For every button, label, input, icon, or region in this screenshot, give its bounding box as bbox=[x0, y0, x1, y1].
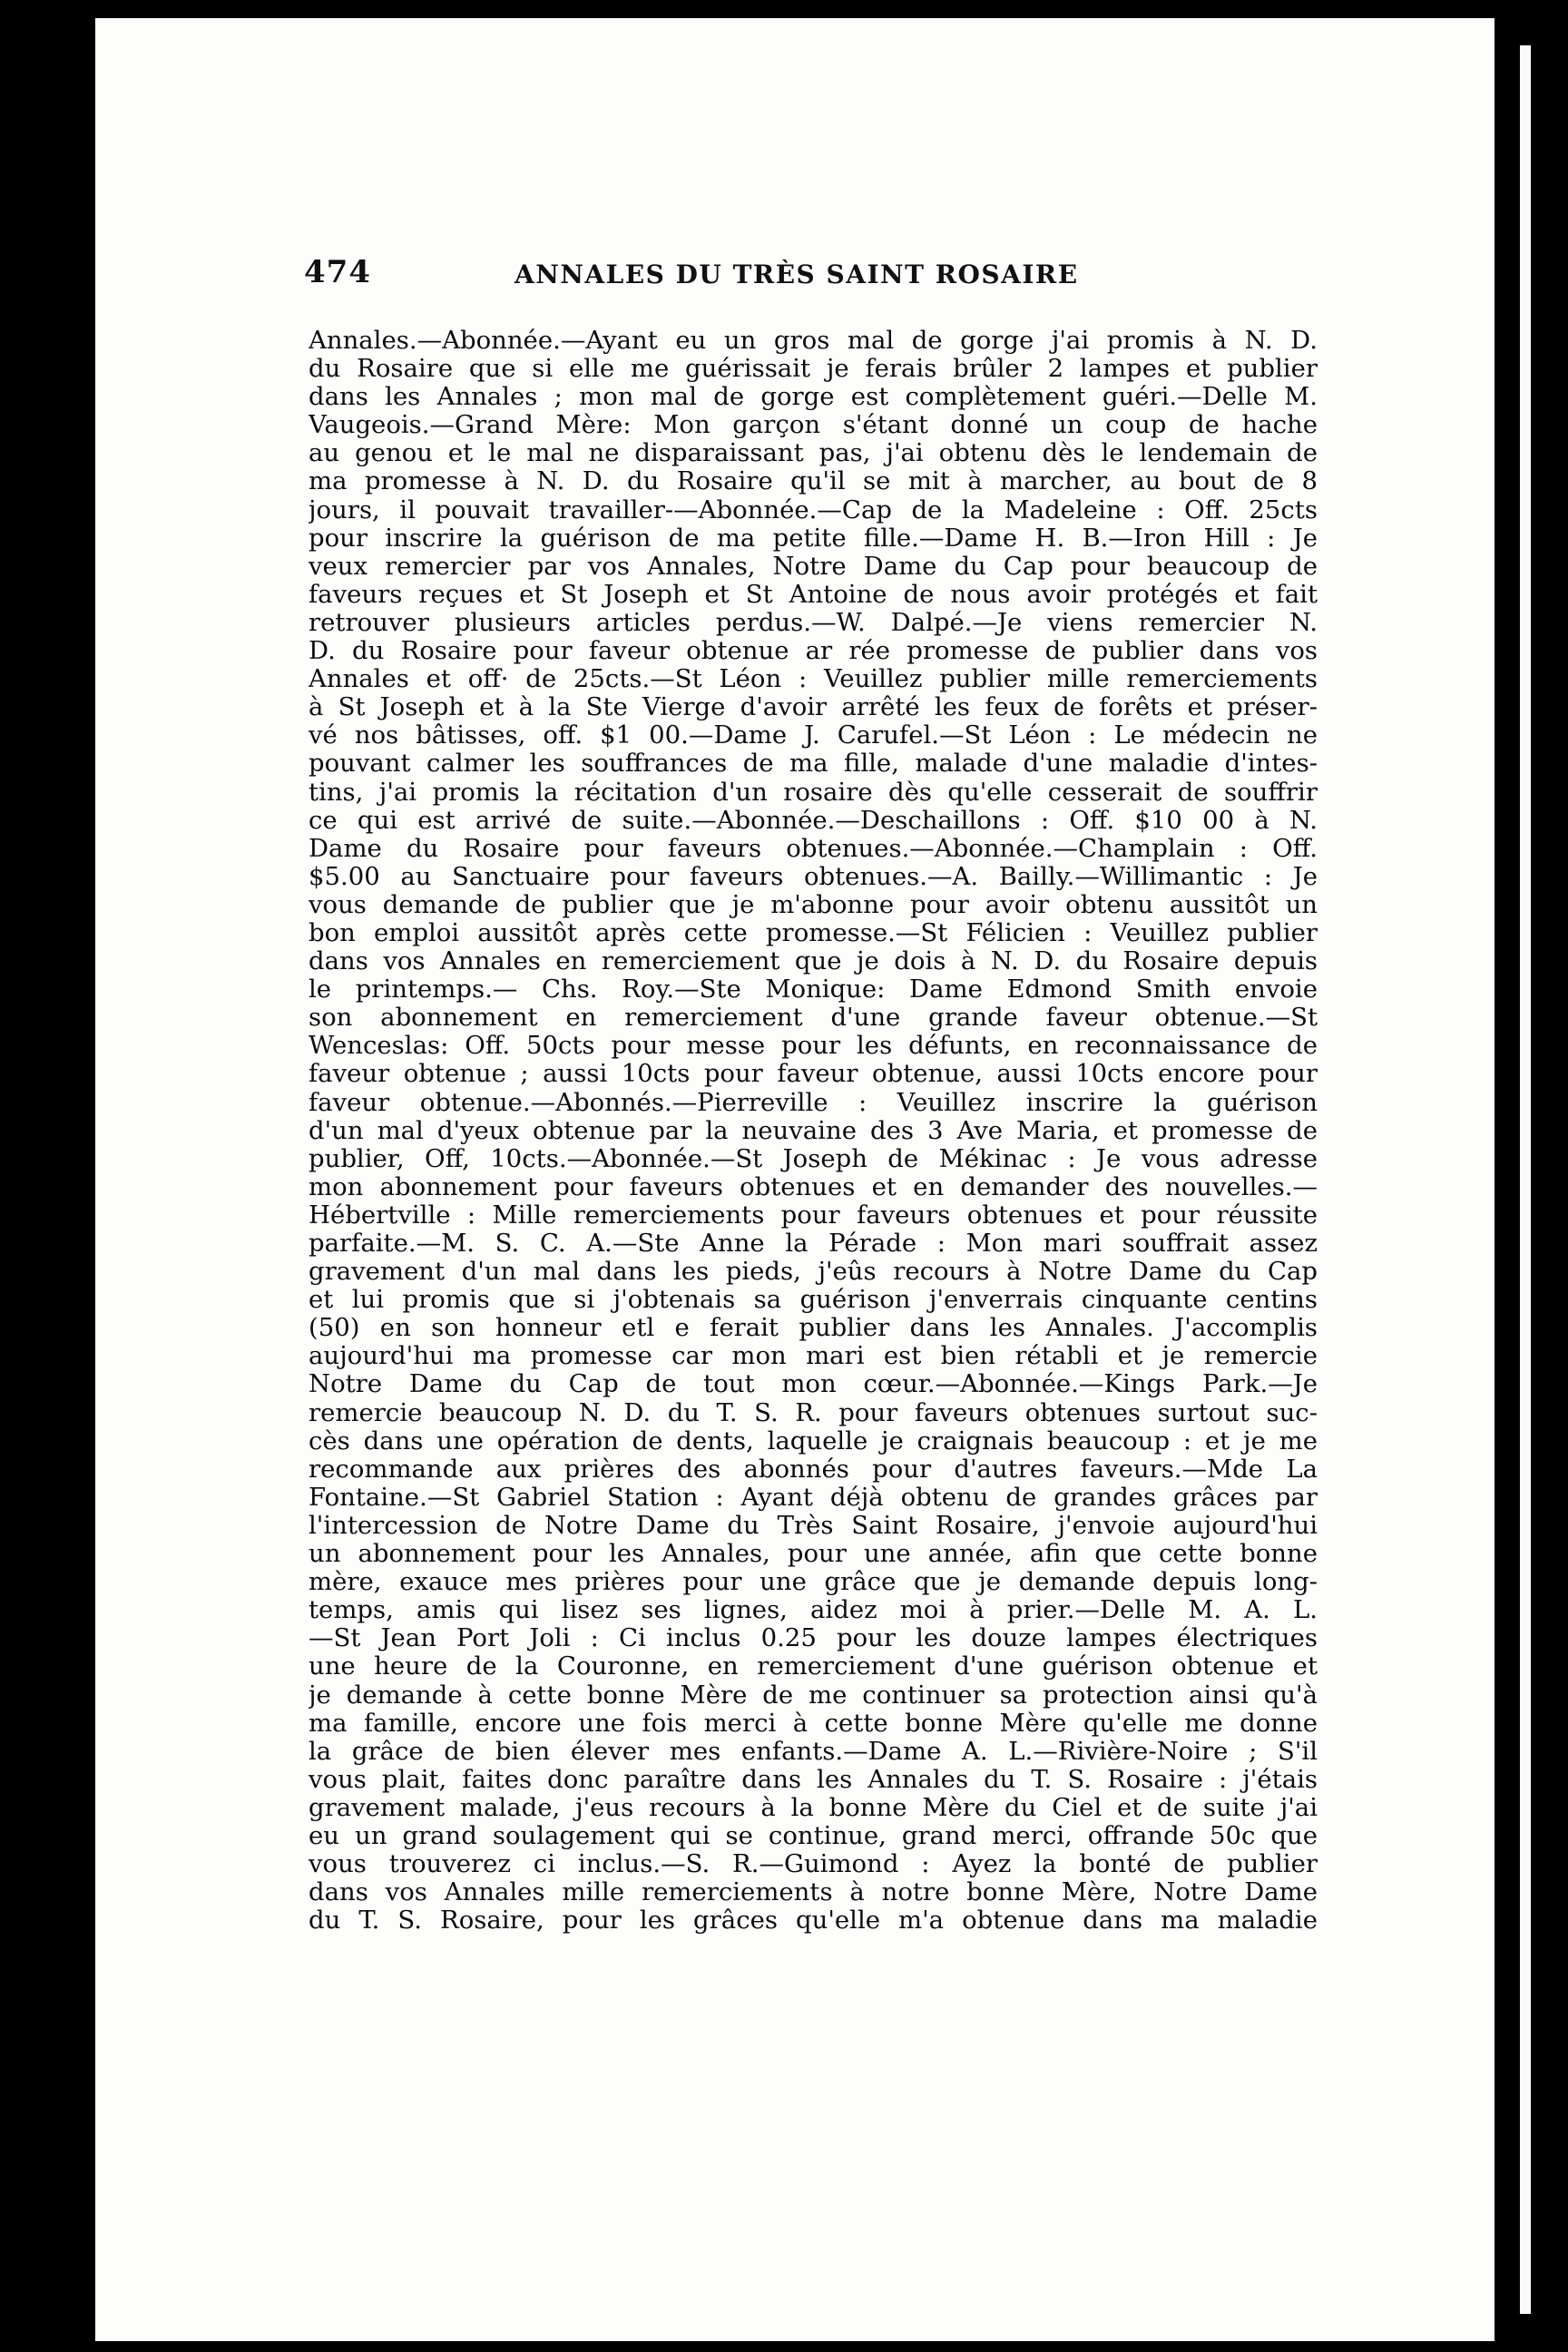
body-text bbox=[309, 327, 1318, 1935]
text-line: gravement d'un mal dans les pieds, j'eûs recours à Notre Dame du Cap bbox=[309, 1258, 1318, 1287]
text-line: Wenceslas: Off. 50cts pour messe pour les défunts, en reconnaissance de bbox=[309, 1032, 1318, 1061]
text-line: (50) en son honneur etl e ferait publier dans les Annales. J'accomplis bbox=[309, 1314, 1318, 1343]
text-line: tins, j'ai promis la récitation d'un rosaire dès qu'elle cesserait de souffrir bbox=[309, 778, 1318, 807]
text-line: Notre Dame du Cap de tout mon cœur.—Abonnée.—Kings Park.—Je bbox=[309, 1370, 1318, 1399]
text-line: un abonnement pour les Annales, pour une année, afin que cette bonne bbox=[309, 1540, 1318, 1569]
text-line: veux remercier par vos Annales, Notre Dame du Cap pour beaucoup de bbox=[309, 552, 1318, 581]
text-line: l'intercession de Notre Dame du Très Saint Rosaire, j'envoie aujourd'hui bbox=[309, 1511, 1318, 1540]
text-line: aujourd'hui ma promesse car mon mari est bien rétabli et je remercie bbox=[309, 1342, 1318, 1371]
text-line: faveurs reçues et St Joseph et St Antoine de nous avoir protégés et fait bbox=[309, 580, 1318, 609]
text-line: Vaugeois.—Grand Mère: Mon garçon s'étant donné un coup de hache bbox=[309, 411, 1318, 440]
text-line: eu un grand soulagement qui se continue, grand merci, offrande 50c que bbox=[309, 1821, 1318, 1850]
text-line: bon emploi aussitôt après cette promesse.—St Félicien : Veuillez publier bbox=[309, 918, 1318, 947]
text-line: et lui promis que si j'obtenais sa guérison j'enverrais cinquante centins bbox=[309, 1286, 1318, 1315]
text-line: ma promesse à N. D. du Rosaire qu'il se mit à marcher, au bout de 8 bbox=[309, 467, 1318, 496]
text-line: D. du Rosaire pour faveur obtenue ar rée promesse de publier dans vos bbox=[309, 637, 1318, 666]
text-line: la grâce de bien élever mes enfants.—Dame A. L.—Rivière-Noire ; S'il bbox=[309, 1737, 1318, 1766]
text-line: vé nos bâtisses, off. $1 00.—Dame J. Carufel.—St Léon : Le médecin ne bbox=[309, 721, 1318, 750]
text-line: Hébertville : Mille remerciements pour faveurs obtenues et pour réussite bbox=[309, 1200, 1318, 1230]
text-line: publier, Off, 10cts.—Abonnée.—St Joseph de Mékinac : Je vous adresse bbox=[309, 1144, 1318, 1173]
text-line: retrouver plusieurs articles perdus.—W. Dalpé.—Je viens remercier N. bbox=[309, 608, 1318, 637]
running-head: ANNALES DU TRÈS SAINT ROSAIRE bbox=[514, 260, 1079, 289]
text-line: pour inscrire la guérison de ma petite fille.—Dame H. B.—Iron Hill : Je bbox=[309, 524, 1318, 553]
text-line: mère, exauce mes prières pour une grâce que je demande depuis long- bbox=[309, 1568, 1318, 1597]
text-line: mon abonnement pour faveurs obtenues et en demander des nouvelles.— bbox=[309, 1172, 1318, 1201]
text-line: le printemps.— Chs. Roy.—Ste Monique: Dame Edmond Smith envoie bbox=[309, 975, 1318, 1004]
text-line: faveur obtenue.—Abonnés.—Pierreville : Veuillez inscrire la guérison bbox=[309, 1088, 1318, 1117]
text-line: pouvant calmer les souffrances de ma fille, malade d'une maladie d'intes- bbox=[309, 750, 1318, 779]
adjacent-page-edge bbox=[1520, 45, 1531, 2314]
text-line: Dame du Rosaire pour faveurs obtenues.—Abonnée.—Champlain : Off. bbox=[309, 834, 1318, 863]
text-line: $5.00 au Sanctuaire pour faveurs obtenues.—A. Bailly.—Willimantic : Je bbox=[309, 862, 1318, 891]
text-line: Annales et off· de 25cts.—St Léon : Veuillez publier mille remerciements bbox=[309, 665, 1318, 694]
text-line: vous demande de publier que je m'abonne pour avoir obtenu aussitôt un bbox=[309, 890, 1318, 919]
text-line: une heure de la Couronne, en remerciement d'une guérison obtenue et bbox=[309, 1652, 1318, 1681]
text-line: du Rosaire que si elle me guérissait je ferais brûler 2 lampes et publier bbox=[309, 355, 1318, 384]
text-line: dans vos Annales mille remerciements à notre bonne Mère, Notre Dame bbox=[309, 1878, 1318, 1907]
text-line: Fontaine.—St Gabriel Station : Ayant déjà obtenu de grandes grâces par bbox=[309, 1483, 1318, 1512]
text-line: jours, il pouvait travailler-—Abonnée.—Cap de la Madeleine : Off. 25cts bbox=[309, 495, 1318, 524]
text-line: ce qui est arrivé de suite.—Abonnée.—Deschaillons : Off. $10 00 à N. bbox=[309, 806, 1318, 835]
text-line: faveur obtenue ; aussi 10cts pour faveur obtenue, aussi 10cts encore pour bbox=[309, 1060, 1318, 1089]
text-line: dans vos Annales en remerciement que je dois à N. D. du Rosaire depuis bbox=[309, 947, 1318, 976]
text-line: je demande à cette bonne Mère de me continuer sa protection ainsi qu'à bbox=[309, 1681, 1318, 1710]
text-line: vous trouverez ci inclus.—S. R.—Guimond : Ayez la bonté de publier bbox=[309, 1850, 1318, 1879]
text-line: d'un mal d'yeux obtenue par la neuvaine des 3 Ave Maria, et promesse de bbox=[309, 1116, 1318, 1145]
page-header bbox=[304, 254, 1320, 309]
text-line: cès dans une opération de dents, laquelle je craignais beaucoup : et je me bbox=[309, 1426, 1318, 1455]
text-line: Annales.—Abonnée.—Ayant eu un gros mal de gorge j'ai promis à N. D. bbox=[309, 327, 1318, 355]
text-line: recommande aux prières des abonnés pour d'autres faveurs.—Mde La bbox=[309, 1455, 1318, 1484]
text-line: vous plait, faites donc paraître dans les Annales du T. S. Rosaire : j'étais bbox=[309, 1765, 1318, 1794]
text-line: parfaite.—M. S. C. A.—Ste Anne la Pérade : Mon mari souffrait assez bbox=[309, 1230, 1318, 1258]
text-line: remercie beaucoup N. D. du T. S. R. pour faveurs obtenues surtout suc- bbox=[309, 1398, 1318, 1427]
text-line: du T. S. Rosaire, pour les grâces qu'elle m'a obtenue dans ma maladie bbox=[309, 1906, 1318, 1936]
text-line: son abonnement en remerciement d'une grande faveur obtenue.—St bbox=[309, 1004, 1318, 1033]
text-line: au genou et le mal ne disparaissant pas, j'ai obtenu dès le lendemain de bbox=[309, 439, 1318, 468]
text-line: ma famille, encore une fois merci à cette bonne Mère qu'elle me donne bbox=[309, 1709, 1318, 1738]
text-line: gravement malade, j'eus recours à la bonne Mère du Ciel et de suite j'ai bbox=[309, 1793, 1318, 1822]
text-line: temps, amis qui lisez ses lignes, aidez moi à prier.—Delle M. A. L. bbox=[309, 1596, 1318, 1625]
text-line: —St Jean Port Joli : Ci inclus 0.25 pour les douze lampes électriques bbox=[309, 1624, 1318, 1653]
text-line: dans les Annales ; mon mal de gorge est complètement guéri.—Delle M. bbox=[309, 383, 1318, 412]
page-number: 474 bbox=[304, 254, 371, 290]
text-line: à St Joseph et à la Ste Vierge d'avoir arrêté les feux de forêts et préser- bbox=[309, 693, 1318, 722]
